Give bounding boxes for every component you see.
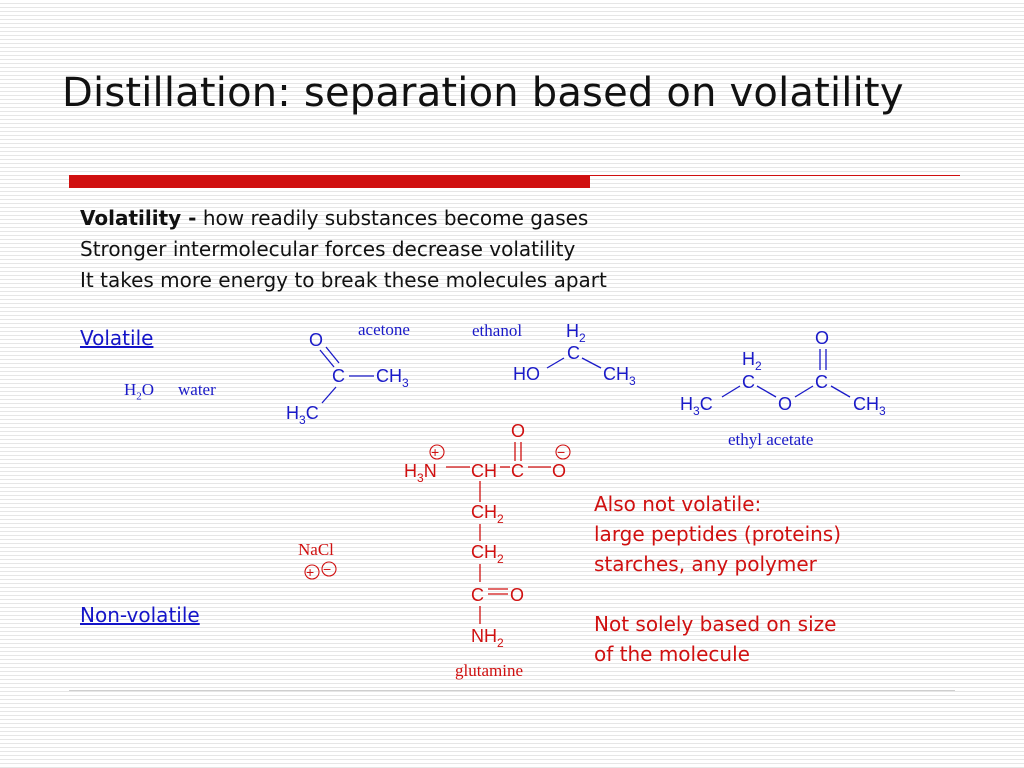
glutamine-carboxylate-o: O [552, 461, 567, 481]
definition-term: Volatility - [80, 206, 197, 230]
water-label: water [178, 380, 216, 399]
ethanol-h2: $H_2$ [566, 321, 586, 345]
note-peptides: large peptides (proteins) [594, 522, 842, 546]
acetone-o: O [309, 330, 324, 350]
slide-title: Distillation: separation based on volatility [62, 70, 904, 116]
acetone-structure [286, 330, 409, 427]
glutamine-carbonyl-o: O [511, 421, 526, 441]
note-polymers: starches, any polymer [594, 552, 817, 576]
acetone-ch3: $CH_3$ [376, 366, 409, 390]
nacl-minus: − [323, 561, 332, 577]
ethyl-acetate-c1: C [742, 372, 755, 392]
glutamine-ch2-2: $CH_2$ [471, 542, 504, 566]
note-also-not-volatile: Also not volatile: [594, 492, 762, 516]
ethanol-ho: HO [513, 364, 540, 384]
ethyl-acetate-label: ethyl acetate [728, 430, 814, 449]
definition-text: how readily substances become gases [196, 206, 589, 230]
glutamine-amide-o: O [510, 585, 525, 605]
acetone-c: C [332, 366, 345, 386]
ethyl-acetate-c2: C [815, 372, 828, 392]
ethyl-acetate-h3c: $H_3C$ [680, 394, 713, 418]
ethyl-acetate-carbonyl-o: O [815, 328, 830, 348]
ethanol-c: C [567, 343, 580, 363]
glutamine-minus: − [557, 444, 566, 460]
body-line-2: It takes more energy to break these molecules apart [80, 268, 607, 292]
acetone-h3c: $H_3C$ [286, 403, 319, 427]
nonvolatile-link[interactable]: Non-volatile [80, 603, 200, 627]
acetone-label: acetone [358, 320, 410, 339]
water-o: O [141, 380, 155, 399]
glutamine-nh2: $NH_2$ [471, 626, 504, 650]
ethyl-acetate-ester-o: O [778, 394, 793, 414]
ethyl-acetate-h2: $H_2$ [742, 349, 762, 373]
glutamine-plus: + [431, 444, 440, 460]
nacl-charges [305, 561, 336, 580]
footer-divider [69, 690, 955, 691]
water-h: H [124, 380, 137, 399]
ethanol-label: ethanol [472, 321, 523, 340]
glutamine-ch2-1: $CH_2$ [471, 502, 504, 526]
glutamine-carboxyl-c: C [511, 461, 524, 481]
water-sub: 2 [136, 390, 142, 403]
ethyl-acetate-structure [680, 328, 886, 418]
body-line-1: Stronger intermolecular forces decrease volatility [80, 237, 576, 261]
nacl-label: NaCl [298, 540, 334, 559]
glutamine-amide-c: C [471, 585, 484, 605]
glutamine-structure [404, 421, 570, 650]
note-size-1: Not solely based on size [594, 612, 837, 636]
glutamine-label: glutamine [455, 661, 523, 680]
ethyl-acetate-ch3: $CH_3$ [853, 394, 886, 418]
ethanol-structure [513, 321, 636, 388]
glutamine-h3n: $H_3N$ [404, 461, 437, 485]
volatile-link[interactable]: Volatile [80, 326, 154, 350]
glutamine-alpha-ch: CH [471, 461, 497, 481]
nacl-plus: + [306, 564, 315, 580]
note-size-2: of the molecule [594, 642, 750, 666]
ethanol-ch3: $CH_3$ [603, 364, 636, 388]
